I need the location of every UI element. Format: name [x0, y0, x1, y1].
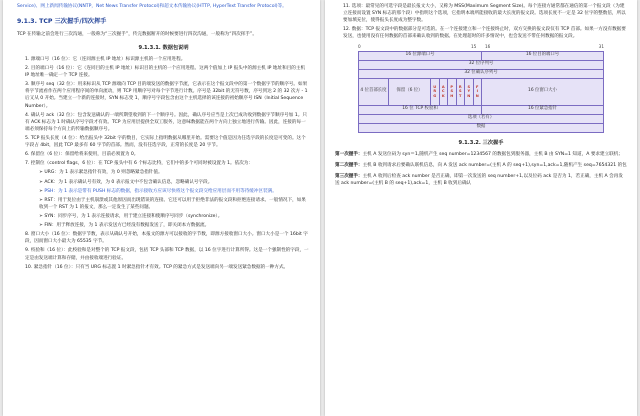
bit-label: 31 — [598, 43, 604, 49]
tcp-header-diagram — [358, 44, 604, 133]
handshake-step: 第三次握手：主机 A 收到后检查 ack number 是否正确，即第一次发送的 seq number+1,以及位码 ack 是否为 1，若正确，主机 A 会再发送 ack number=(主机 B 的 seq+1),ack=1，主机 B 收到后确认 — [335, 173, 623, 186]
flag-letter: S — [458, 89, 462, 94]
flag-fin — [474, 79, 482, 105]
urgent-pointer-field: 16 位紧急指针 — [482, 105, 604, 114]
flag-letter: T — [459, 93, 462, 98]
list-item: 1. 源端口号（16 位）：它（连同源主机 IP 地址）标识源主机的一个应用进程。 — [25, 56, 186, 62]
list-item: 12. 数据：TCP 报文段中的数据部分是可选的。在一个连接建立和一个连接终止时，双方交换的报文段仅有 TCP 首部。如果一方没有数据要发送，也使用没有任何数据的首部来确认收到的数据。在处理超时的许多情况中，也会发送不带任何数据的报文段。 — [343, 27, 626, 40]
flag-letter: F — [476, 85, 479, 90]
flag-letter: K — [441, 93, 445, 98]
flag-item: ➢ RST：用于复位由于主机崩溃或其他原因而出现错误的连接。它还可以用于拒绝非法的报文段和拒绝连接请求。一般情况下，如果收到一个 RST 为 1 的报文，那么一定发生了某些问题。 — [39, 197, 306, 210]
flag-letter: C — [441, 89, 445, 94]
bit-ruler — [358, 44, 604, 51]
flag-letter: G — [433, 93, 437, 98]
bit-label: 15 — [471, 43, 477, 49]
flag-urg — [431, 79, 440, 105]
reserved-field: 保留（6 位） — [389, 78, 431, 105]
section-title: 9.1.3. TCP 三次握手/四次挥手 — [17, 18, 107, 26]
intro-paragraph: Service)、网上新闻传输协议(NNTP，Net News Transfer Protocol)和超文本传输协议(HTTP, HyperText Transfer Protocol)等。 — [17, 4, 287, 9]
list-item: 6. 保留位（6 位）：保留给将来使用，目前必须置为 0。 — [25, 152, 139, 158]
flag-letter: N — [475, 93, 479, 98]
list-item: 7. 控制位（control flags，6 位）：在 TCP 报头中有 6 个标志比特，它们中的多个可同时被设置为 1。依次为： — [25, 161, 253, 167]
bit-label: 16 — [485, 43, 491, 49]
list-item: 10. 紧急指针（16 位）：只有当 URG 标志置 1 时紧急指针才有效。TCP 的紧急方式是发送端向另一端发送紧急数据的一种方式。 — [25, 264, 289, 270]
flag-letter: Y — [467, 89, 471, 94]
dst-port-field: 16 位目的端口号 — [482, 51, 604, 60]
right-page — [325, 0, 637, 416]
src-port-field: 16 位源端口号 — [359, 51, 482, 60]
subsection-title-packet: 9.1.3.1. 数据包说明 — [138, 44, 189, 51]
seq-field: 32 位序列号 — [359, 60, 604, 69]
tcp-header-table — [358, 51, 604, 133]
flag-letter: A — [441, 85, 445, 90]
header-length-field: 4 位首部长度 — [359, 78, 389, 105]
list-item: 11. 选项：最常见的可选字段是最长报文大小，又称为 MSS(Maximum Segment Size)。每个连接方通常都在通信的第一个报文段（为建立连接而设置 SYN 标志的那个段）中指明这个选项，它指明本端所能接收的最大长度的报文段。选项长度不一定是 32 位字的整数倍，所以要加填充位，使得报头长度成为整字数。 — [343, 4, 626, 24]
window-field: 16 位窗口大小 — [482, 78, 604, 105]
flag-syn — [465, 79, 474, 105]
flag-letter: U — [433, 85, 437, 90]
left-page — [3, 0, 320, 416]
flag-letter: R — [433, 89, 437, 94]
flag-letter: S — [450, 89, 454, 94]
flag-item: ➢ PSH：为 1 表示是带有 PUSH 标志的数据，指示接收方应该尽快将这个报文段交给应用层而不用等待缓冲区装满。 — [39, 188, 277, 194]
list-item: 3. 顺序号 seq（32 位）：用来标识从 TCP 源端向 TCP 目的端发送的数据字节流，它表示在这个报文段中的第一个数据字节的顺序号。如果将字节流看作在两个应用程序间的单向流动，则 TCP 用顺序号对每个字节进行计数。序号是 32bit 的无符号数，序号到达 2 的 32 次方 - 1 后又从 0 开始。当建立一个新的连接时，SYN 标志变 1，顺序号字段包含由这个主机选择的该连接的初始顺序号 ISN（Initial Sequence Number）。 — [25, 82, 308, 109]
flag-item: ➢ URG：为 1 表示紧急指针有效，为 0 则忽略紧急指针值。 — [39, 170, 163, 176]
handshake-step: 第二次握手：主机 B 收到请求后要确认联机信息，向 A 发送 ack number=(主机 A 的 seq+1),syn=1,ack=1,随机产生 seq=7654321 的包 — [335, 162, 627, 168]
list-item: 8. 窗口大小（16 位）：数据字节数，表示从确认号开始，本报文的源方可以接收的字节数，即源方接收窗口大小。窗口大小是一个 16bit 字段，因而窗口大小最大为 65535 字节。 — [25, 232, 308, 245]
flag-ack — [440, 79, 449, 105]
flag-item: ➢ FIN：用于释放连接，为 1 表示发送方已经没有数据发送了，即关闭本方数据流。 — [39, 223, 210, 229]
flag-letter: I — [476, 89, 478, 94]
handshake-step: 第一次握手：主机 A 发送位码为 syn＝1,随机产生 seq number=1234567 的数据包到服务器，主机 B 由 SYN=1 知道，A 要求建立联机； — [335, 151, 623, 157]
subsection-title-handshake: 9.1.3.2. 三次握手 — [458, 139, 504, 146]
bit-label: 0 — [358, 43, 361, 49]
flag-letter: S — [467, 85, 471, 90]
data-field: 数据 — [359, 123, 604, 132]
list-item: 9. 校验和（16 位）：此校验和是对整个的 TCP 报文段，包括 TCP 头部和 TCP 数据，以 16 位字进行计算所得。这是一个强制性的字段，一定是由发送端计算和存储，并由接收端进行验证。 — [25, 248, 309, 261]
flag-item: ➢ SYN：同步序号，为 1 表示连接请求，用于建立连接和使顺序号同步（synchronize）。 — [39, 213, 223, 219]
flag-letter: N — [467, 93, 471, 98]
section-intro: TCP 在传输之前会进行三次沟通，一般称为“三次握手”，传完数据断开的时候要进行四次沟通，一般称为“四次挥手”。 — [17, 31, 257, 37]
flag-letter: R — [458, 85, 462, 90]
checksum-field: 16 位 TCP 校验和 — [359, 105, 482, 114]
options-field: 选项（若有） — [359, 114, 604, 123]
flag-psh — [448, 79, 457, 105]
flag-letter: H — [450, 93, 454, 98]
flag-item: ➢ ACK：为 1 表示确认号有效，为 0 表示报文中不包含确认信息，忽略确认号字段。 — [39, 179, 213, 185]
list-item: 5. TCP 报头长度（4 位）：给出报头中 32bit 字的数目，它实际上指明数据从哪里开始。需要这个值是因为任选字段的长度是可变的。这个字段占 4bit，因此 TCP 最多有 60 字节的首部。然而，没有任选字段，正常的长度是 20 字节。 — [25, 135, 306, 149]
ack-field: 32 位确认序列号 — [359, 69, 604, 78]
flags-field — [431, 78, 482, 105]
flag-letter: P — [450, 85, 454, 90]
list-item: 2. 目的端口号（16 位）：它（连同目的主机 IP 地址）标识目的主机的一个应用进程。这两个值加上 IP 报头中的源主机 IP 地址和目的主机 IP 地址唯一确定一个 TCP 连接。 — [25, 66, 306, 79]
list-item: 4. 确认号 ack（32 位）：包含发送确认的一端所期望收到的下一个顺序号。因此，确认序号应当是上次已成功收到数据字节顺序号加 1。只有 ACK 标志为 1 时确认序号字段才有效。TCP 为应用层提供全双工服务，这意味数据能在两个方向上独立地进行传输。因此，连接的每一端必须保持每个方向上的传输数据顺序号。 — [25, 112, 307, 132]
flag-rst — [457, 79, 466, 105]
